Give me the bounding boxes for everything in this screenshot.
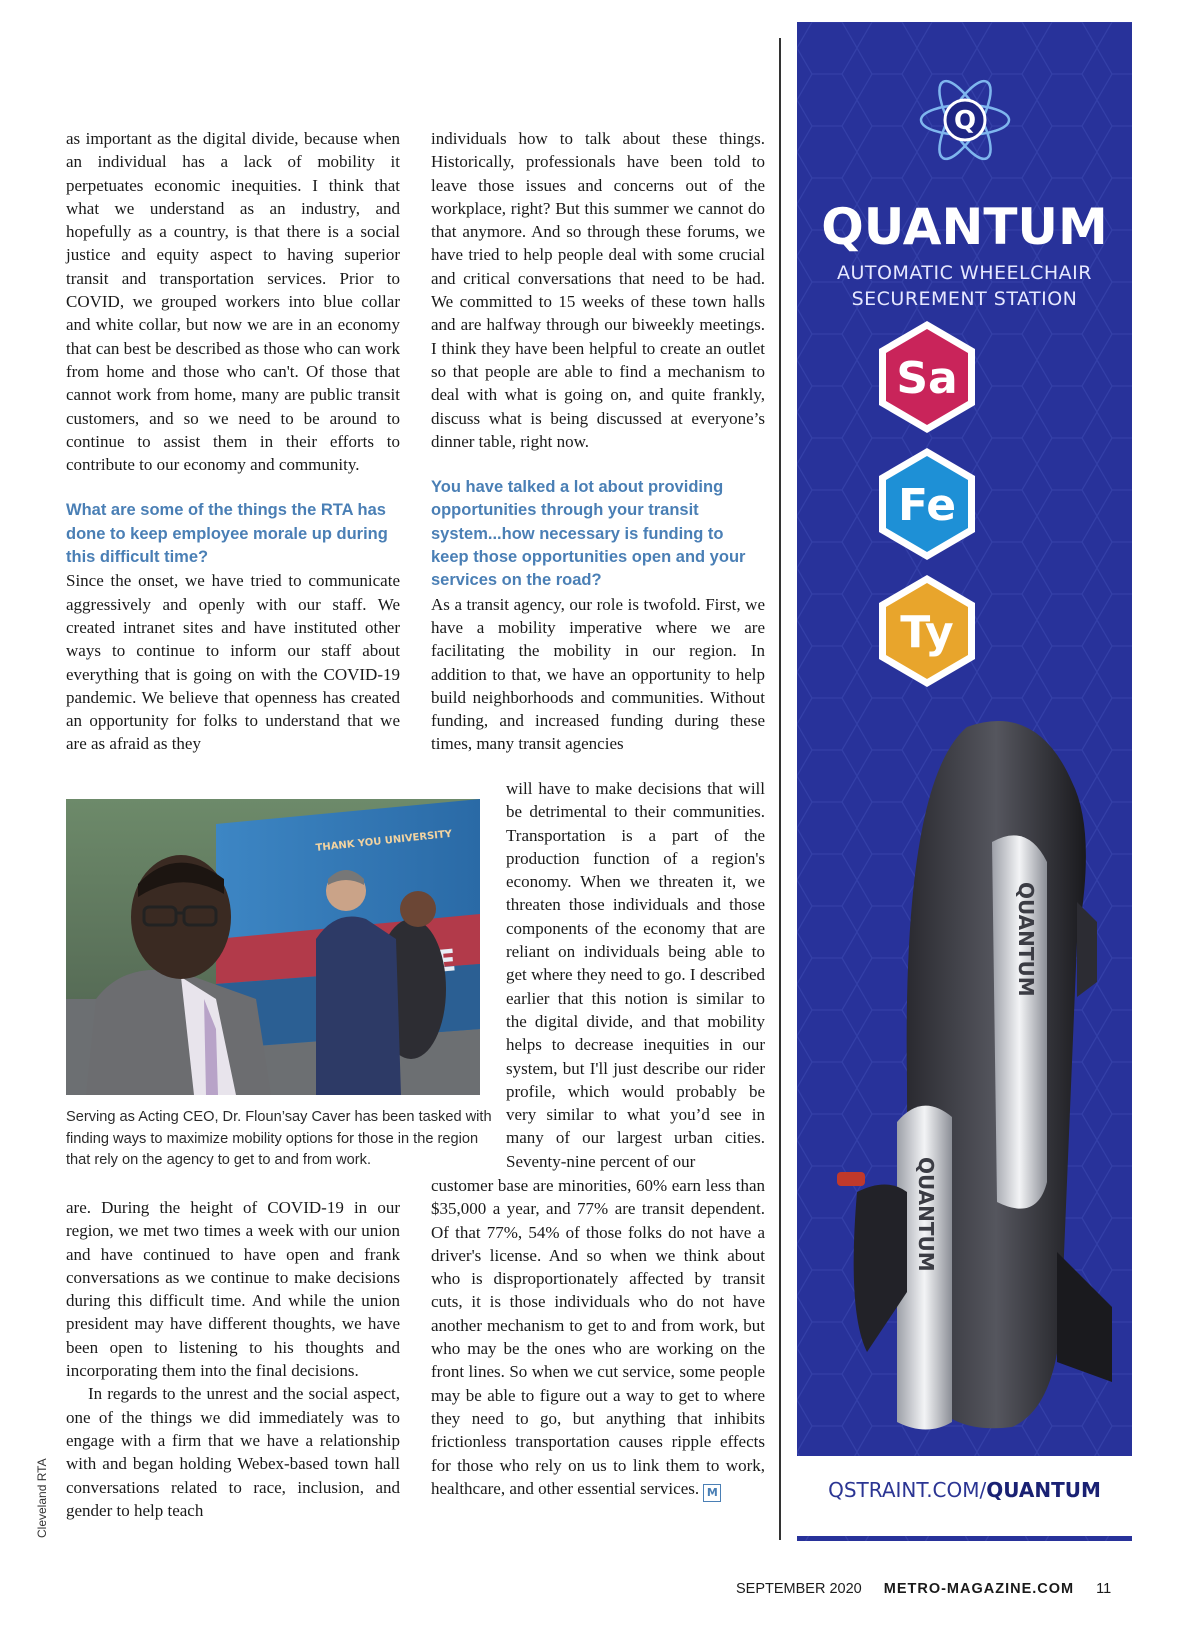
product-label-bottom: QUANTUM [914, 1157, 938, 1272]
article-paragraph: are. During the height of COVID-19 in our region, we met two times a week with our union and have continued to have open and frank conversations as we continue to make decisions during this difficult time. And while the union president may have different thoughts, we have been open to listening to his thoughts and incorporating them into the final decisions. [66, 1198, 400, 1381]
column-divider [779, 38, 781, 1540]
end-mark-icon: M [703, 1484, 721, 1502]
article-paragraph: will have to make decisions that will be detrimental to their communities. Transportation is a part of the production function of a region's economy. When we threaten it, we threaten those individuals and those components of the economy that are reliant on individuals being able to get where they need to go. I described earlier that this notion is similar to the digital divide, and that mobility helps to decrease inequities in our system, but I'll just describe our rider profile, which would probably be very similar to what you’d see in many of our largest urban cities. Seventy-nine percent of our [506, 779, 765, 1171]
element-symbol-fe: Fe [897, 480, 957, 531]
photo-illustration [66, 799, 480, 1095]
photo-caption: Serving as Acting CEO, Dr. Floun’say Caver has been tasked with finding ways to maximize mobility options for those in the region that rely on the agency to get to and from work. [66, 1109, 492, 1168]
product-label-top: QUANTUM [1014, 882, 1038, 997]
interview-answer-2: As a transit agency, our role is twofold. First, we have a mobility imperative where we are facilitating the mobility in our region. In addition to that, we have an opportunity to help build neighborhoods and communities. Without funding, and increased funding during these times, many transit agencies [431, 594, 765, 754]
magazine-url[interactable]: METRO-MAGAZINE.COM [883, 1581, 1075, 1597]
logo-letter: Q [953, 106, 977, 136]
paragraph-spacer [431, 453, 765, 476]
article-column-2-top [431, 127, 765, 756]
article-text: customer base are minorities, 60% earn less than $35,000 a year, and 77% are transit dependent. Of that 77%, 54% of those folks do not have a driver's license. And so when we think about who is disproportionately affected by transit cuts, it is those individuals who do not have another mechanism to get to and from work, but who may be the ones who are working on the front lines. So when we cut service, some people may be able to figure out a way to get to where they need to go, but anything that inhibits frictionless transportation causes ripple effects for those who rely on us to link them to work, healthcare, and other essential services. [431, 1176, 765, 1498]
article-column-2-bottom [431, 1174, 765, 1502]
ad-url-link[interactable] [797, 1478, 1132, 1502]
article-paragraph: as important as the digital divide, because when an individual has a lack of mobility it perpetuates economic inequities. I think that what we understand as an industry, and hopefully as a country, is that there is a social justice and equity aspect to having superior transit and transportation services. Prior to COVID, we grouped workers into blue collar and white collar, but now we are in an economy that can best be described as those who can work from home and those who can't. Of those that cannot work from home, many are public transit customers, and so we need to be around to continue to assist them in their efforts to contribute to our economy and community. [66, 129, 400, 475]
article-photo [66, 799, 480, 1095]
bus-lettering-1: THANK YOU UNIVERSITY [315, 828, 453, 854]
article-paragraph: In regards to the unrest and the social aspect, one of the things we did immediately was to engage with a firm that we have a relationship with and began holding Webex-based town hall conversations related to race, inclusion, and gender to help teach [66, 1384, 400, 1520]
article-column-1-top [66, 127, 400, 756]
ad-title: QUANTUM [821, 198, 1108, 256]
interview-answer-1: Since the onset, we have tried to communicate aggressively and openly with our staff. We created intranet sites and have instituted other ways to continue to inform our staff about everything that is going on with the COVID-19 pandemic. We believe that openness has created an opportunity for folks to understand that we are as afraid as they [66, 571, 400, 754]
ad-subtitle-line-2: SECUREMENT STATION [851, 288, 1078, 310]
issue-date: SEPTEMBER 2020 [736, 1581, 862, 1597]
ad-url-bold: QUANTUM [986, 1478, 1101, 1502]
article-paragraph [431, 1174, 765, 1502]
ad-subtitle-line-1: AUTOMATIC WHEELCHAIR [837, 262, 1092, 284]
paragraph-spacer [66, 476, 400, 499]
element-symbol-ty: Ty [900, 607, 954, 658]
page-footer [736, 1581, 1111, 1597]
article-column-1-bottom [66, 1196, 400, 1522]
article-column-2-narrow [506, 777, 765, 1173]
interview-question-2: You have talked a lot about providing opportunities through your transit system...how necessary is funding to keep those opportunities open and your services on the road? [431, 478, 746, 590]
interview-question-1: What are some of the things the RTA has done to keep employee morale up during this difficult time? [66, 501, 388, 567]
article-paragraph: individuals how to talk about these things. Historically, professionals have been told to leave those issues and concerns out of the workplace, right? But this summer we cannot do that anymore. And so through these forums, we have tried to help people deal with some crucial and critical conversations that need to be had. We committed to 15 weeks of these town halls and are halfway through our biweekly meetings. I think they have been helpful to create an outlet so that people are able to find a mechanism to deal with what is going on, and quite frankly, discuss what is being discussed at everyone’s dinner table, right now. [431, 129, 765, 451]
element-symbol-sa: Sa [896, 353, 958, 404]
page-number: 11 [1096, 1581, 1112, 1597]
ad-url-prefix: QSTRAINT.COM/ [828, 1478, 987, 1502]
advertisement[interactable] [797, 22, 1132, 1541]
photo-credit: Cleveland RTA [35, 1458, 49, 1538]
